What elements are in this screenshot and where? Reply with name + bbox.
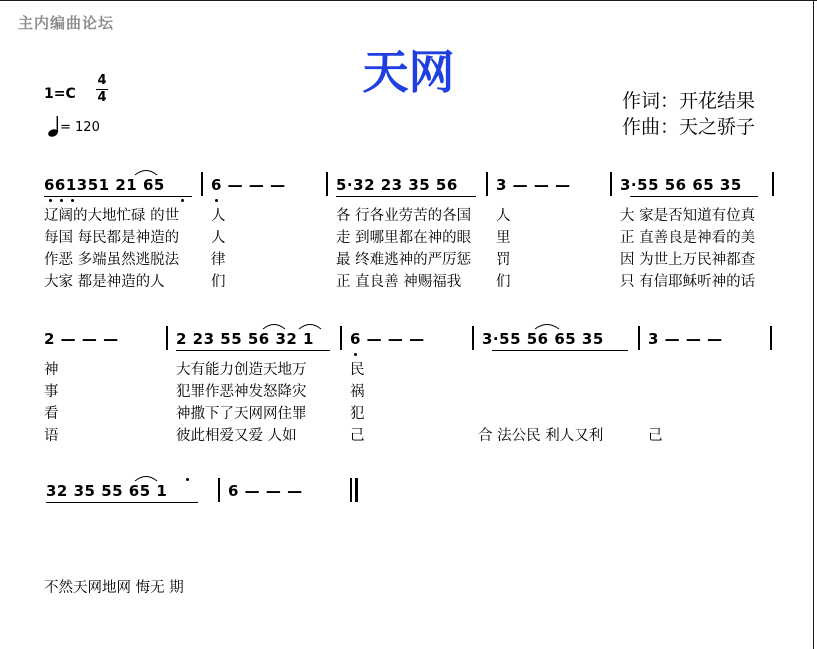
lyric-2-3-3: 犯	[350, 406, 365, 422]
beam-underline	[336, 196, 476, 197]
measure-1-2: 6 — — —	[211, 176, 286, 194]
measure-1-5: 3·55 56 65 35	[620, 176, 742, 194]
barline	[638, 326, 640, 350]
top-border	[0, 0, 817, 1]
octave-dot	[71, 199, 74, 202]
lyric-1-3-4: 罚	[496, 252, 511, 268]
octave-dot-high	[186, 478, 189, 481]
measure-2-5: 3 — — —	[648, 330, 723, 348]
lyric-1-4-1: 大家 都是神造的人	[44, 274, 165, 290]
lyric-1-4-3: 正 直良善 神赐福我	[336, 274, 462, 290]
barline	[326, 172, 328, 196]
lyric-2-3-2: 神撒下了天网网住罪	[176, 406, 307, 422]
lyric-2-4-5: 己	[648, 428, 663, 444]
lyric-2-4-4: 合 法公民 利人又利	[478, 428, 604, 444]
lyric-2-1-1: 神	[44, 362, 59, 378]
slur	[298, 320, 322, 330]
lyric-2-4-2: 彼此相爱又爱 人如	[176, 428, 297, 444]
composer-credit: 作曲：天之骄子	[622, 116, 756, 138]
lyric-2-1-3: 民	[350, 362, 365, 378]
beam-underline	[492, 350, 628, 351]
lyric-1-2-2: 人	[211, 230, 226, 246]
slur	[534, 320, 560, 330]
lyric-1-2-3: 走 到哪里都在神的眼	[336, 230, 472, 246]
beam-underline	[176, 350, 330, 351]
slur	[134, 166, 158, 176]
octave-dot	[215, 199, 218, 202]
measure-1-1: 661351 21 65	[44, 176, 165, 194]
measure-2-1: 2 — — —	[44, 330, 119, 348]
lyric-2-2-1: 事	[44, 384, 59, 400]
beam-underline	[44, 196, 192, 197]
lyric-2-1-2: 大有能力创造天地万	[176, 362, 307, 378]
lyric-1-3-3: 最 终难逃神的严厉惩	[336, 252, 472, 268]
lyric-1-3-2: 律	[211, 252, 226, 268]
barline	[201, 172, 203, 196]
measure-1-4: 3 — — —	[496, 176, 571, 194]
key-signature: 1=C	[44, 86, 76, 102]
lyric-1-1-5: 大 家是否知道有位真	[620, 208, 756, 224]
barline	[486, 172, 488, 196]
lyric-1-2-4: 里	[496, 230, 511, 246]
lyric-1-2-1: 每国 每民都是神造的	[44, 230, 180, 246]
barline	[166, 326, 168, 350]
final-lyric: 不然天网地网 悔无 期	[44, 580, 184, 596]
lyric-1-1-4: 人	[496, 208, 511, 224]
measure-1-3: 5·32 23 35 56	[336, 176, 458, 194]
lyric-1-4-5: 只 有信耶稣听神的话	[620, 274, 756, 290]
barline	[770, 326, 772, 350]
lyric-1-3-5: 因 为世上万民神都查	[620, 252, 756, 268]
lyric-1-4-2: 们	[211, 274, 226, 290]
lyric-1-4-4: 们	[496, 274, 511, 290]
barline	[610, 172, 612, 196]
beam-underline	[630, 196, 758, 197]
slur	[262, 320, 286, 330]
barline	[772, 172, 774, 196]
lyric-1-3-1: 作恶 多端虽然逃脱法	[44, 252, 180, 268]
barline	[472, 326, 474, 350]
tempo-marking: = 120	[60, 120, 100, 135]
measure-2-3: 6 — — —	[350, 330, 425, 348]
lyric-2-3-1: 看	[44, 406, 59, 422]
site-name: 主内编曲论坛	[18, 14, 115, 32]
beam-underline	[46, 502, 198, 503]
measure-3-1: 32 35 55 65 1	[46, 482, 168, 500]
lyric-2-4-1: 语	[44, 428, 59, 444]
lyric-2-4-3: 己	[350, 428, 365, 444]
lyric-1-1-3: 各 行各业劳苦的各国	[336, 208, 472, 224]
barline	[218, 478, 220, 502]
octave-dot	[49, 199, 52, 202]
song-title: 天网	[362, 45, 455, 99]
barline	[340, 326, 342, 350]
final-barline-thin	[350, 478, 352, 502]
time-signature	[96, 74, 108, 105]
lyric-1-1-2: 人	[211, 208, 226, 224]
lyric-2-2-2: 犯罪作恶神发怒降灾	[176, 384, 307, 400]
lyric-1-2-5: 正 直善良是神看的美	[620, 230, 756, 246]
slur	[134, 472, 158, 482]
lyricist-credit: 作词：开花结果	[622, 90, 756, 112]
lyric-1-1-1: 辽阔的大地忙碌 的世	[44, 208, 180, 224]
octave-dot	[60, 199, 63, 202]
measure-3-2: 6 — — —	[228, 482, 303, 500]
final-barline-thick	[355, 478, 358, 502]
octave-dot	[181, 199, 184, 202]
measure-2-2: 2 23 55 56 32 1	[176, 330, 314, 348]
measure-2-4: 3·55 56 65 35	[482, 330, 604, 348]
time-top: 4	[97, 73, 107, 88]
lyric-2-2-3: 祸	[350, 384, 365, 400]
time-bottom: 4	[97, 90, 107, 105]
octave-dot	[354, 353, 357, 356]
